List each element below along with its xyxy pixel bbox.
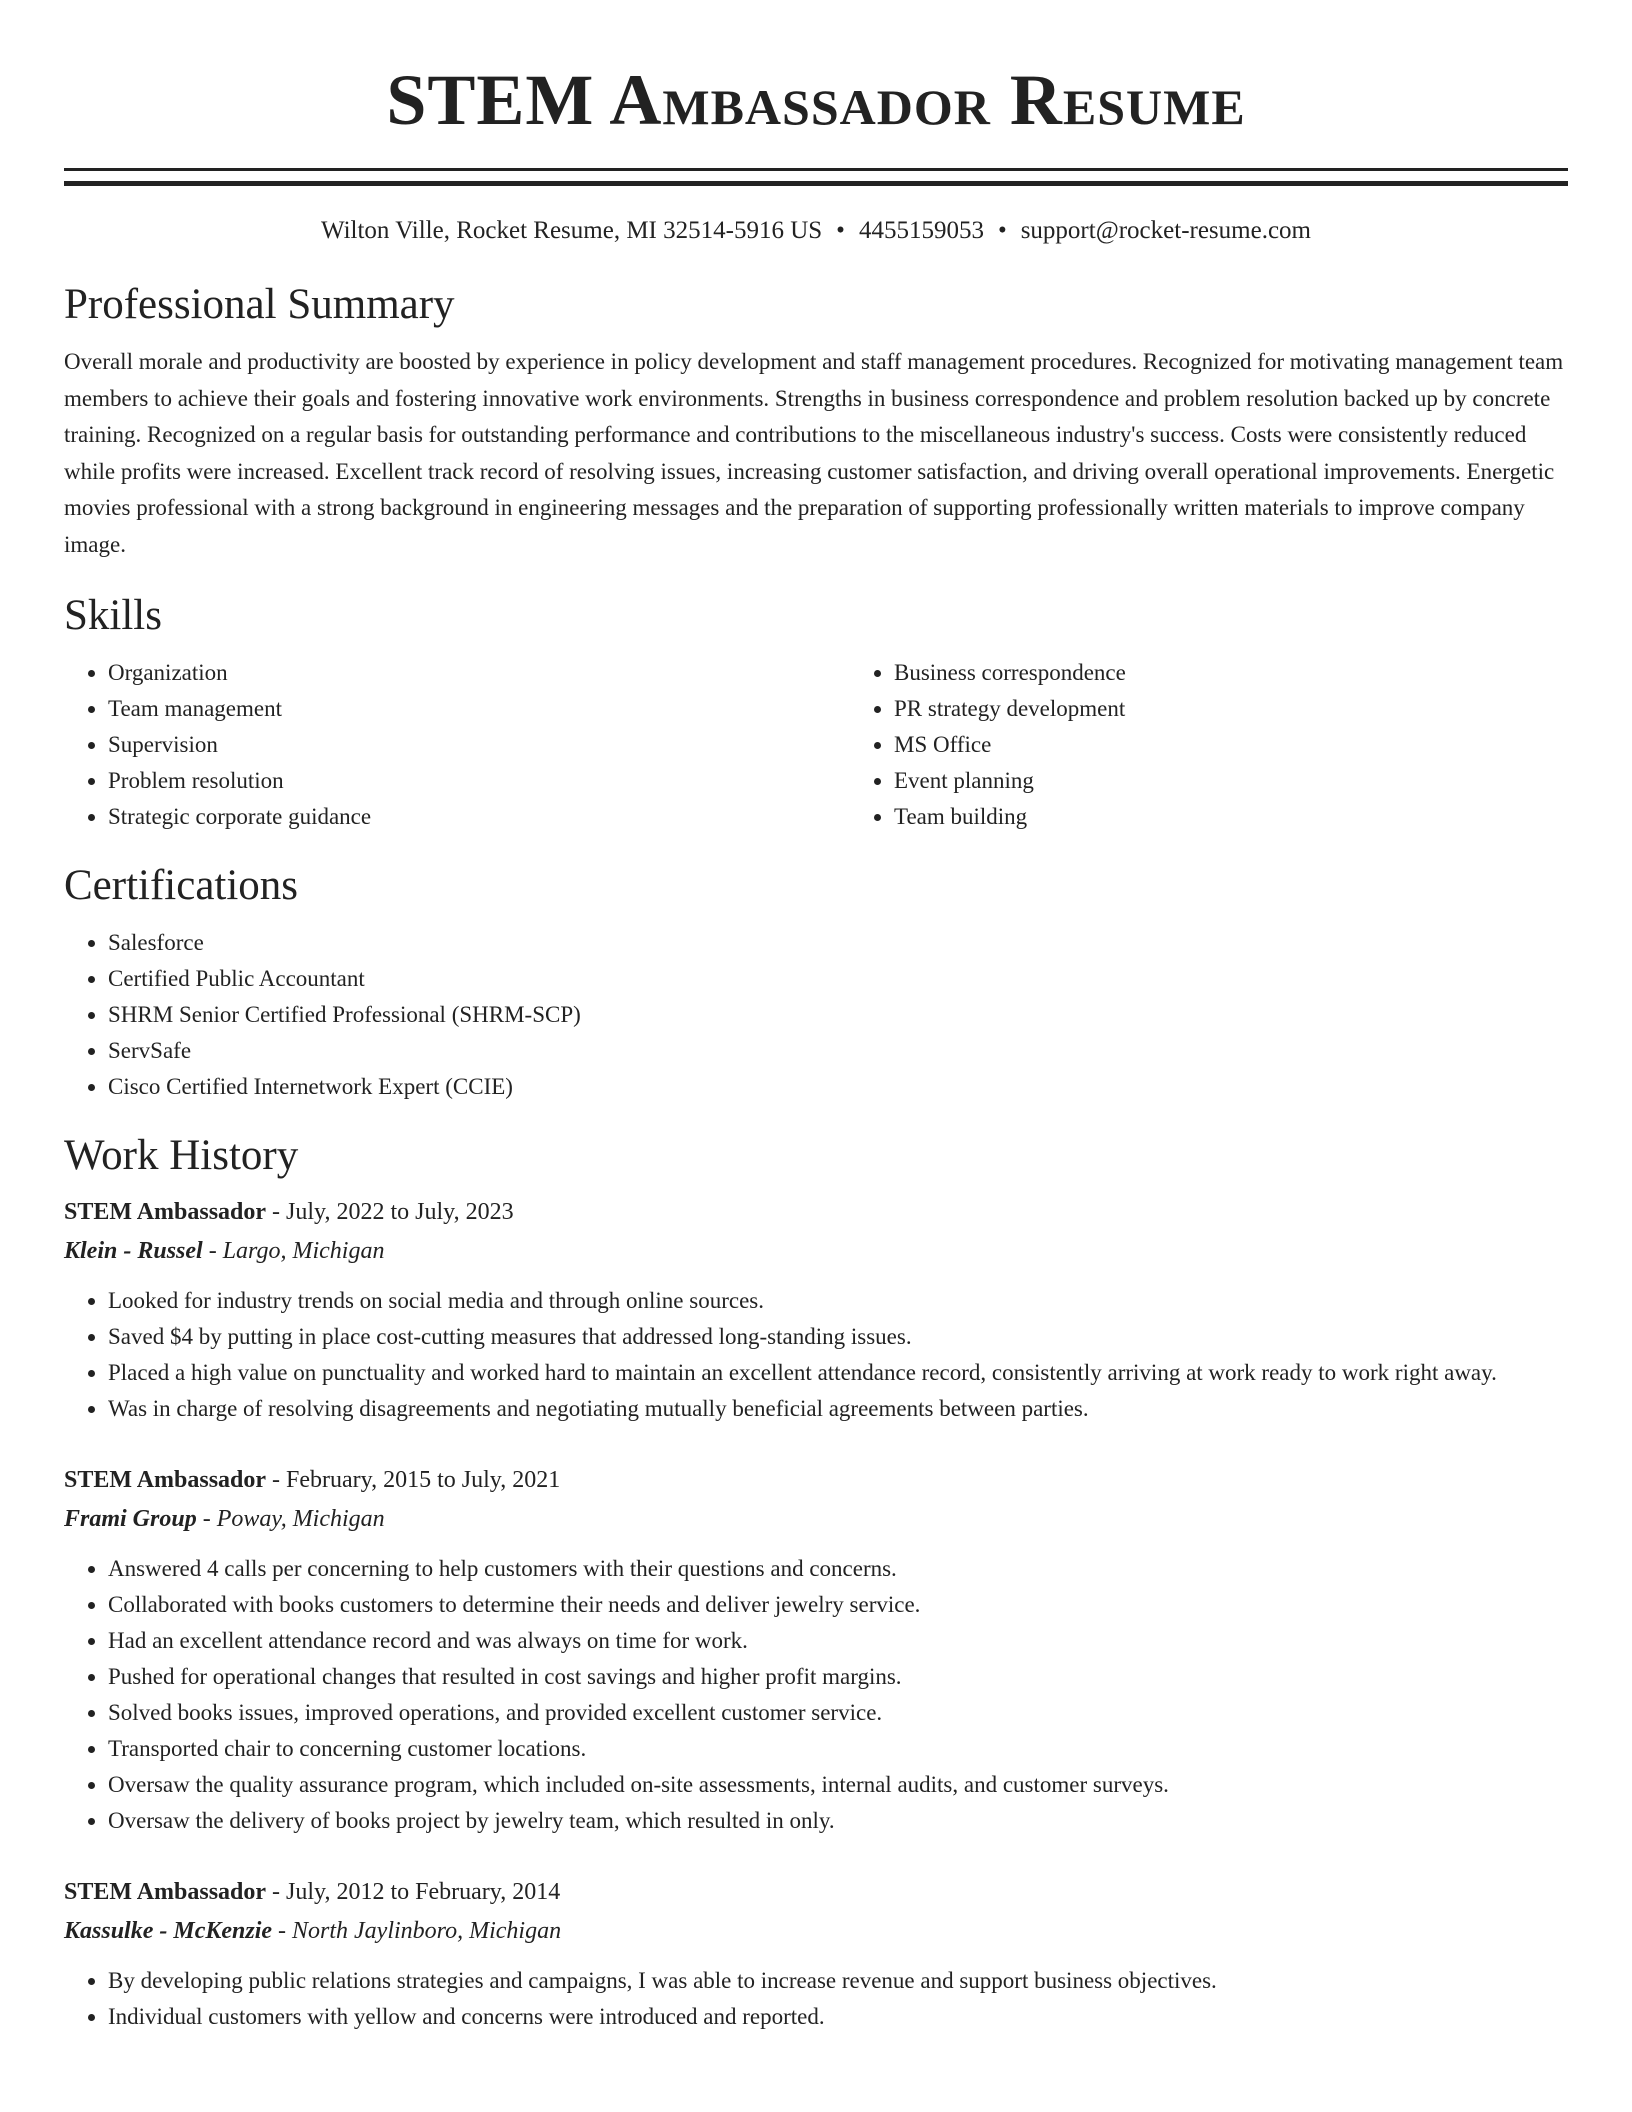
skills-list-left	[64, 655, 850, 835]
certification-item: • ServSafe	[108, 1033, 1568, 1069]
certifications-list	[64, 925, 1568, 1105]
summary-text: Overall morale and productivity are boosted by experience in policy development and staff management procedures. Recognized for motivating management team members to achieve their goals and fostering innovative work environments. Strengths in business correspondence and problem resolution backed up by concrete training. Recognized on a regular basis for outstanding performance and contributions to the miscellaneous industry's success. Costs were consistently reduced while profits were increased. Excellent track record of resolving issues, increasing customer satisfaction, and driving overall operational improvements. Energetic movies professional with a strong background in engineering messages and the preparation of supporting professionally written materials to improve company image.	[64, 349, 1564, 557]
job-employer	[64, 1912, 1568, 1951]
contact-address: Wilton Ville, Rocket Resume, MI 32514-5916 US	[321, 217, 823, 244]
job-bullet: • Saved $4 by putting in place cost-cutting measures that addressed long-standing issues.	[108, 1319, 1568, 1355]
job-bullet: • Transported chair to concerning customer locations.	[108, 1731, 1568, 1767]
job-bullet: • Oversaw the delivery of books project by jewelry team, which resulted in only.	[108, 1803, 1568, 1839]
contact-email: support@rocket-resume.com	[1020, 217, 1311, 244]
job-role: STEM Ambassador	[64, 1467, 267, 1493]
skills-heading: Skills	[64, 592, 162, 639]
certification-item: • SHRM Senior Certified Professional (SHRM-SCP)	[108, 997, 1568, 1033]
job-bullet: • Solved books issues, improved operations, and provided excellent customer service.	[108, 1695, 1568, 1731]
certifications-heading: Certifications	[64, 862, 299, 909]
job-company: Kassulke - McKenzie	[64, 1918, 273, 1944]
job-bullets	[64, 1551, 1568, 1839]
job-dates: - July, 2022 to July, 2023	[266, 1199, 514, 1225]
job-bullet: • Was in charge of resolving disagreements and negotiating mutually beneficial agreements between parties.	[108, 1391, 1568, 1427]
certification-item: • Cisco Certified Internetwork Expert (CCIE)	[108, 1069, 1568, 1105]
job-header	[64, 1461, 1568, 1500]
job-bullet: • Collaborated with books customers to determine their needs and deliver jewelry service.	[108, 1587, 1568, 1623]
certification-item: • Salesforce	[108, 925, 1568, 961]
job-employer	[64, 1232, 1568, 1271]
job-location: - North Jaylinboro, Michigan	[272, 1918, 562, 1944]
job-role: STEM Ambassador	[64, 1879, 267, 1905]
contact-separator: •	[997, 217, 1007, 244]
job-dates: - February, 2015 to July, 2021	[266, 1467, 561, 1493]
resume-title: STEM Ambassador Resume	[386, 60, 1246, 140]
skills-list-right	[850, 655, 1632, 835]
job-header	[64, 1873, 1568, 1912]
job-dates: - July, 2012 to February, 2014	[266, 1879, 561, 1905]
job-bullet: • Placed a high value on punctuality and worked hard to maintain an excellent attendance record, consistently arriving at work ready to work right away.	[108, 1355, 1568, 1391]
skill-item: • Business correspondence	[894, 655, 1632, 691]
skill-item: • Team building	[894, 799, 1632, 835]
summary-heading: Professional Summary	[64, 281, 455, 328]
job-entry	[64, 1873, 1568, 2035]
skill-item: • Organization	[108, 655, 850, 691]
skill-item: • Team management	[108, 691, 850, 727]
contact-line	[64, 214, 1568, 248]
job-location: - Largo, Michigan	[202, 1238, 385, 1264]
job-entry	[64, 1193, 1568, 1427]
job-bullets	[64, 1963, 1568, 2035]
job-bullet: • Looked for industry trends on social media and through online sources.	[108, 1283, 1568, 1319]
skill-item: • PR strategy development	[894, 691, 1632, 727]
job-bullet: • Oversaw the quality assurance program, which included on-site assessments, internal audits, and customer surveys.	[108, 1767, 1568, 1803]
contact-separator: •	[836, 217, 845, 244]
contact-phone: 4455159053	[858, 217, 984, 244]
job-bullet: • Pushed for operational changes that resulted in cost savings and higher profit margins.	[108, 1659, 1568, 1695]
job-company: Klein - Russel	[64, 1238, 203, 1264]
job-role: STEM Ambassador	[64, 1199, 267, 1225]
job-bullet: • By developing public relations strategies and campaigns, I was able to increase revenue and support business objectives.	[108, 1963, 1568, 1999]
skills-columns	[64, 655, 1568, 835]
job-entry	[64, 1461, 1568, 1839]
skill-item: • Supervision	[108, 727, 850, 763]
job-bullet: • Answered 4 calls per concerning to help customers with their questions and concerns.	[108, 1551, 1568, 1587]
skill-item: • Event planning	[894, 763, 1632, 799]
skill-item: • Strategic corporate guidance	[108, 799, 850, 835]
certification-item: • Certified Public Accountant	[108, 961, 1568, 997]
skill-item: • Problem resolution	[108, 763, 850, 799]
job-employer	[64, 1500, 1568, 1539]
job-bullet: • Had an excellent attendance record and was always on time for work.	[108, 1623, 1568, 1659]
job-bullets	[64, 1283, 1568, 1427]
job-company: Frami Group	[64, 1506, 197, 1532]
job-location: - Poway, Michigan	[196, 1506, 385, 1532]
job-header	[64, 1193, 1568, 1232]
work-history-heading: Work History	[64, 1132, 299, 1179]
title-divider	[64, 168, 1568, 186]
job-bullet: • Individual customers with yellow and concerns were introduced and reported.	[108, 1999, 1568, 2035]
skill-item: • MS Office	[894, 727, 1632, 763]
